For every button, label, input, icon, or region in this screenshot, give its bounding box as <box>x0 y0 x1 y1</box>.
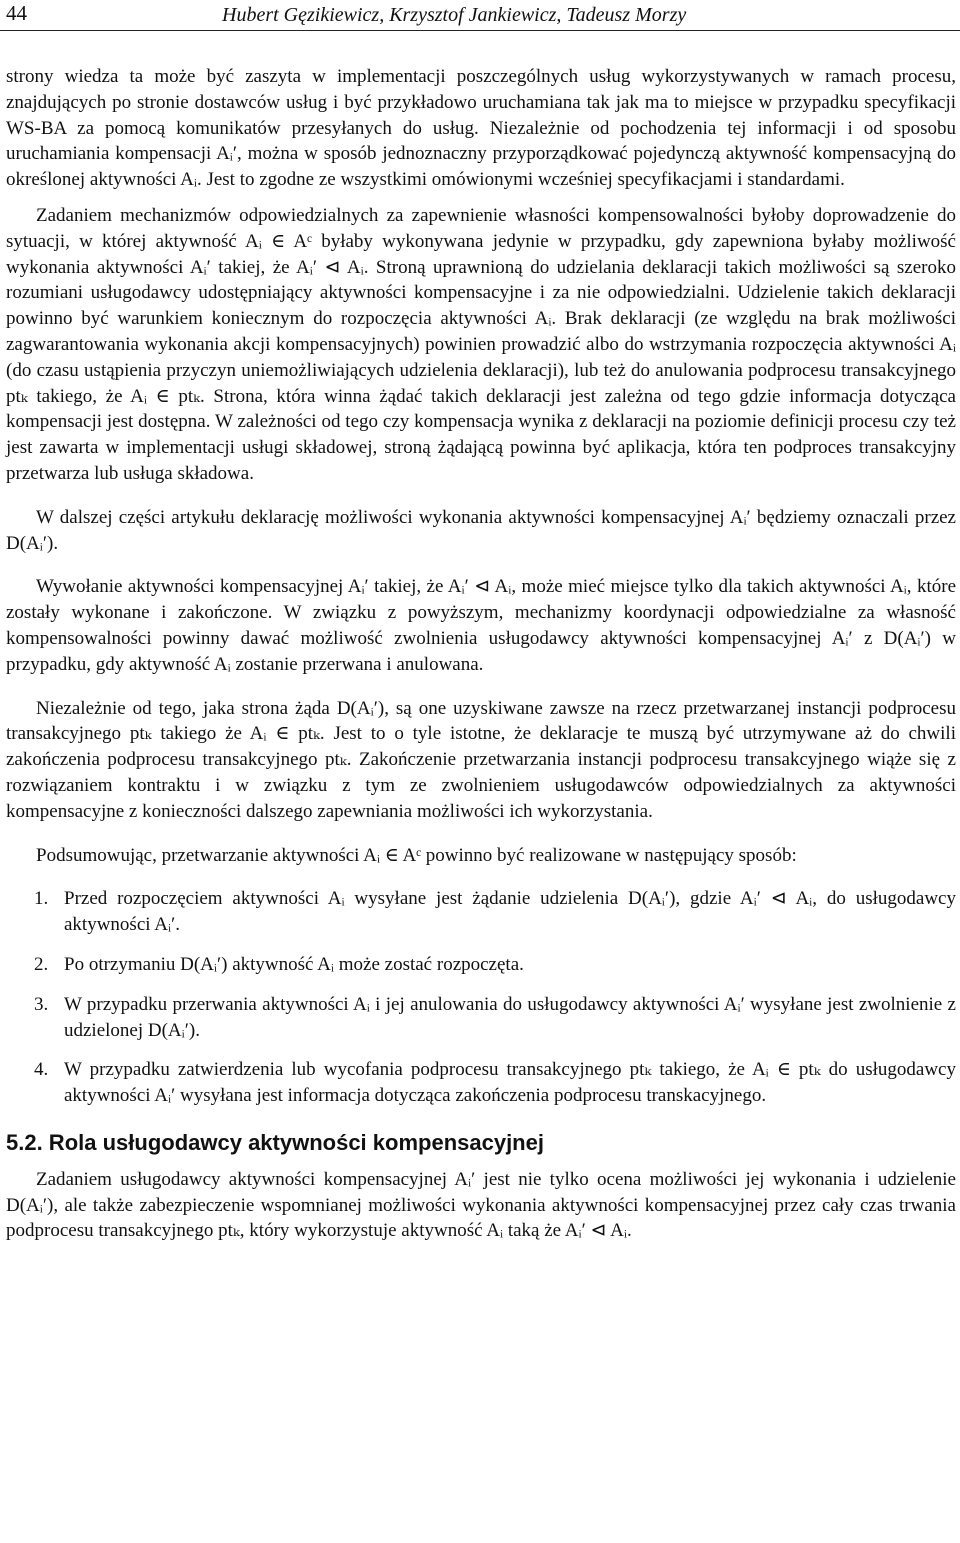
page-body <box>6 64 956 1244</box>
paragraph-invocation: Wywołanie aktywności kompensacyjnej Aᵢ′ takiej, że Aᵢ′ ⊲ Aᵢ, może mieć miejsce tylko dla takich aktywności Aᵢ, które zostały wykonane i zakończone. W związku z powyższym, mechanizmy koordynacji odpowiedzialne za własność kompensowalności powinny dawać możliwość zwolnienia usługodawcy aktywności kompensacyjnej Aᵢ′ z D(Aᵢ′) w przypadku, gdy aktywność Aᵢ zostanie przerwana i anulowana. <box>6 576 956 675</box>
page-header <box>0 0 960 31</box>
list-item <box>6 886 956 938</box>
running-head: Hubert Gęzikiewicz, Krzysztof Jankiewicz, Tadeusz Morzy <box>222 4 687 26</box>
list-item-text: W przypadku zatwierdzenia lub wycofania podprocesu transakcyjnego ptₖ takiego, że Aᵢ ∈ ptₖ do usługodawcy aktywności Aᵢ′ wysyłana jest informacja dotycząca zakończenia podprocesu transkacyjnego. <box>64 1059 956 1107</box>
paragraph-provider-role: Zadaniem usługodawcy aktywności kompensacyjnej Aᵢ′ jest nie tylko ocena możliwości jej wykonania i udzielenie D(Aᵢ′), ale także zabezpieczenie wspomnianej możliwości wykonania aktywności kompensacyjnej przez cały czas trwania podprocesu transakcyjnego ptₖ, który wykorzystuje aktywność Aᵢ taką że Aᵢ′ ⊲ Aᵢ. <box>6 1168 956 1242</box>
procedure-list <box>6 886 956 1109</box>
paragraph-independence: Niezależnie od tego, jaka strona żąda D(Aᵢ′), są one uzyskiwane zawsze na rzecz przetwarzanej instancji podprocesu transakcyjnego ptₖ takiego że Aᵢ ∈ ptₖ. Jest to o tyle istotne, że deklaracje te muszą być utrzymywane aż do chwili zakończenia podprocesu transakcyjnego ptₖ. Zakończenie przetwarzania instancji podprocesu transakcyjnego wiąże się z rozwiązaniem kontraktu i w związku z tym ze zwolnieniem usługodawców odpowiedzialnych za aktywności kompensacyjne z konieczności dalszego zapewniania możliwości ich wykorzystania. <box>6 697 956 822</box>
paragraph-continued: strony wiedza ta może być zaszyta w implementacji poszczególnych usług wykorzystywanych w ramach procesu, znajdujących po stronie dostawców usług i być przykładowo uruchamiana tak jak ma to miejsce w przypadku specyfikacji WS-BA za pomocą komunikatów przesyłanych do usług. Niezależnie od pochodzenia tej informacji i od sposobu uruchamiania kompensacji Aᵢ′, można w sposób jednoznaczny przyporządkować pojedynczą aktywność kompensacyjną do określonej aktywności Aᵢ. Jest to zgodne ze wszystkimi omówionymi wcześniej specyfikacjami i standardami. <box>6 66 956 191</box>
paragraph-compensability-mechanisms: Zadaniem mechanizmów odpowiedzialnych za zapewnienie własności kompensowalności byłoby doprowadzenie do sytuacji, w której aktywność Aᵢ ∈ Aᶜ byłaby wykonywana jedynie w przypadku, gdy zapewniona byłaby możliwość wykonania aktywności Aᵢ′ takiej, że Aᵢ′ ⊲ Aᵢ. Stroną uprawnioną do udzielania deklaracji takich możliwości są szeroko rozumiani usługodawcy udostępniający aktywności kompensacyjne i za nie odpowiedzialni. Udzielenie takich deklaracji powinno być warunkiem koniecznym do rozpoczęcia aktywności Aᵢ. Brak deklaracji (ze względu na brak możliwości zagwarantowania wykonania akcji kompensacyjnych) powinien prowadzić albo do wstrzymania rozpoczęcia aktywności Aᵢ (do czasu ustąpienia przyczyn uniemożliwiających udzielenia deklaracji), lub też do anulowania podprocesu transakcyjnego ptₖ takiego, że Aᵢ ∈ ptₖ. Strona, która winna żądać takich deklaracji jest zależna od tego gdzie informacja dotycząca kompensacji jest dostępna. W zależności od tego czy kompensacja wynika z deklaracji na poziomie definicji procesu czy też jest zawarta w implementacji usługi składowej, stroną żądającą powinna być aplikacja, która ten podproces transakcyjny przetwarza lub usługa składowa. <box>6 204 956 484</box>
list-item-text: Po otrzymaniu D(Aᵢ′) aktywność Aᵢ może zostać rozpoczęta. <box>64 953 524 975</box>
list-item <box>6 992 956 1044</box>
section-heading: 5.2. Rola usługodawcy aktywności kompensacyjnej <box>6 1129 544 1155</box>
list-item-text: W przypadku przerwania aktywności Aᵢ i jej anulowania do usługodawcy aktywności Aᵢ′ wysyłane jest zwolnienie z udzielonej D(Aᵢ′). <box>64 993 956 1041</box>
list-item-text: Przed rozpoczęciem aktywności Aᵢ wysyłane jest żądanie udzielenia D(Aᵢ′), gdzie Aᵢ′ ⊲ Aᵢ, do usługodawcy aktywności Aᵢ′. <box>64 888 956 936</box>
list-item-number: 2. <box>34 953 49 975</box>
list-item <box>6 952 956 978</box>
list-item <box>6 1057 956 1109</box>
list-item-number: 3. <box>34 993 49 1015</box>
list-item-number: 1. <box>34 888 49 910</box>
paragraph-summary: Podsumowując, przetwarzanie aktywności Aᵢ ∈ Aᶜ powinno być realizowane w następujący sposób: <box>36 844 797 866</box>
list-item-number: 4. <box>34 1059 49 1081</box>
paragraph-declaration-notation: W dalszej części artykułu deklarację możliwości wykonania aktywności kompensacyjnej Aᵢ′ będziemy oznaczali przez D(Aᵢ′). <box>6 506 956 554</box>
page-number: 44 <box>6 1 27 25</box>
